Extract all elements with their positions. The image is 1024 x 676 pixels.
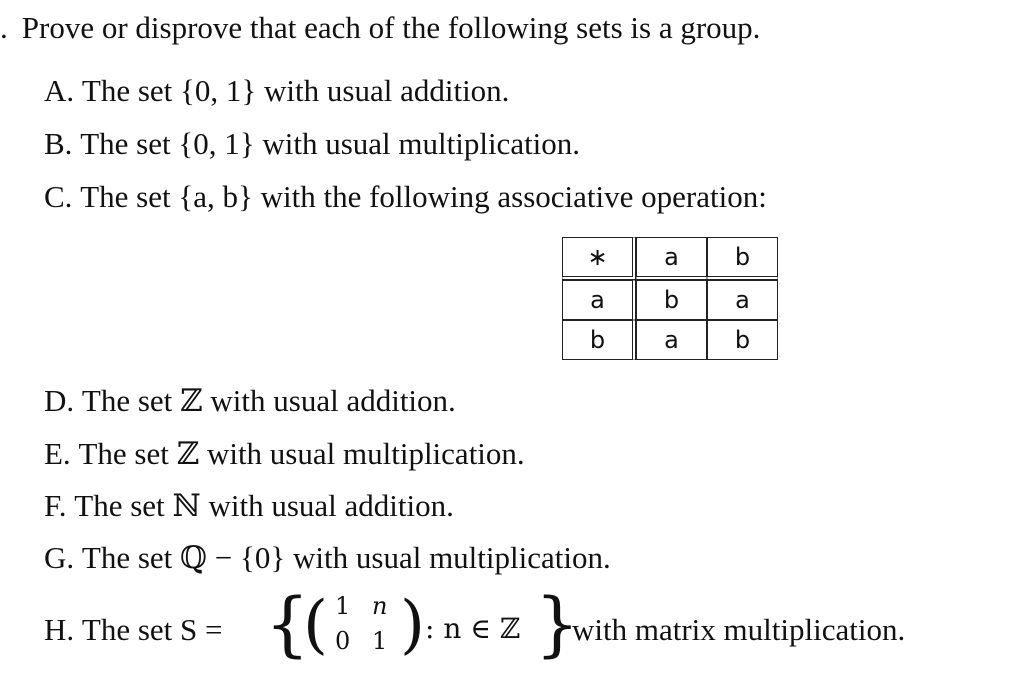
table-row-header: a: [562, 280, 636, 320]
item-text-after: with matrix multiplication.: [572, 612, 906, 647]
item-label: D.: [44, 383, 75, 418]
matrix-entry-21: 0: [335, 627, 351, 655]
item-f: [44, 488, 454, 524]
item-e: [44, 436, 525, 472]
item-text: The set {a, b} with the following associative operation:: [80, 179, 767, 214]
matrix-entry-12: n: [372, 592, 388, 620]
item-text: The set {0, 1} with usual multiplication.: [80, 126, 581, 161]
problem-statement: [0, 10, 760, 46]
item-h: [44, 612, 223, 648]
item-text: The set ℕ with usual addition.: [74, 488, 454, 523]
matrix-entry-11: 1: [335, 592, 351, 620]
table-row-header: b: [562, 320, 636, 360]
item-label: E.: [44, 436, 71, 471]
open-paren: (: [303, 588, 328, 662]
item-text: The set ℤ with usual multiplication.: [78, 436, 525, 471]
item-text-before: The set S =: [81, 612, 223, 647]
matrix-entry-22: 1: [372, 627, 388, 655]
table-cell: a: [636, 320, 707, 360]
table-cell: b: [636, 280, 707, 320]
close-paren: ): [400, 588, 425, 662]
item-h-suffix: [572, 612, 905, 648]
item-label: C.: [44, 179, 73, 214]
item-label: B.: [44, 126, 73, 161]
item-d: [44, 383, 456, 419]
open-brace: {: [265, 583, 310, 665]
problem-text: Prove or disprove that each of the following sets is a group.: [21, 10, 761, 45]
item-text: The set ℤ with usual addition.: [81, 383, 456, 418]
item-c: [44, 179, 767, 215]
item-b: [44, 126, 580, 162]
table-row: [562, 320, 778, 360]
table-corner-cell: ∗: [562, 237, 636, 280]
item-label: F.: [44, 488, 67, 523]
operation-table: [562, 237, 778, 360]
matrix-set-expression: [265, 583, 580, 669]
item-text: The set ℚ − {0} with usual multiplication.: [81, 540, 611, 575]
item-label: H.: [44, 612, 75, 647]
item-g: [44, 540, 611, 576]
table-cell: a: [707, 280, 778, 320]
item-label: A.: [44, 73, 75, 108]
table-col-header: b: [707, 237, 778, 280]
item-a: [44, 73, 509, 109]
close-brace: }: [535, 583, 580, 665]
item-label: G.: [44, 540, 75, 575]
table-header-row: [562, 237, 778, 280]
problem-number-fragment: .: [0, 10, 8, 45]
set-condition: : n ∈ ℤ: [425, 612, 521, 645]
table-cell: b: [707, 320, 778, 360]
item-text: The set {0, 1} with usual addition.: [81, 73, 510, 108]
table-row: [562, 280, 778, 320]
table-col-header: a: [636, 237, 707, 280]
